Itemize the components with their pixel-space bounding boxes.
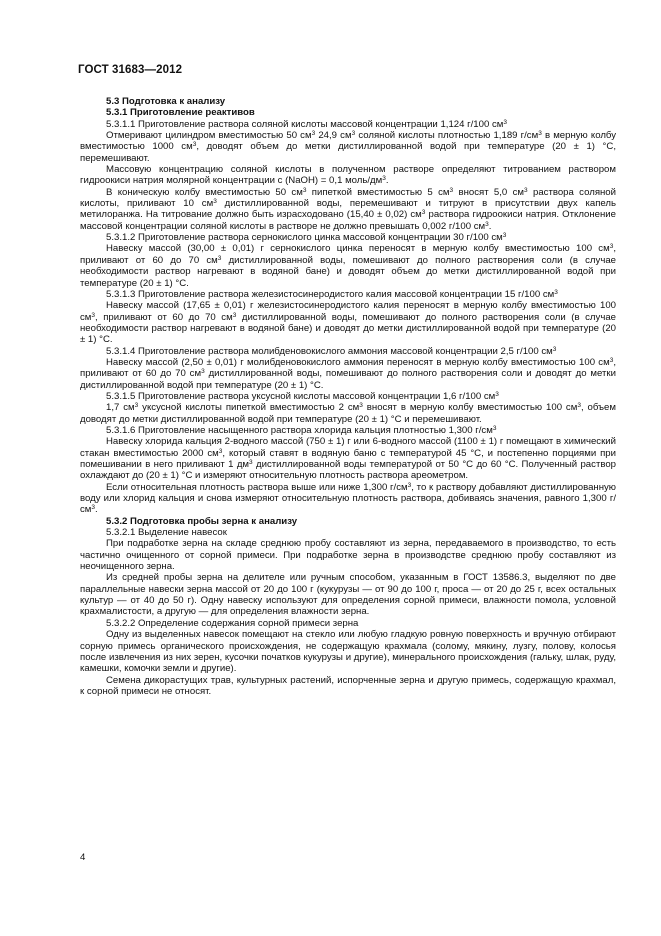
page-number: 4 bbox=[80, 852, 86, 863]
paragraph: Навеску массой (30,00 ± 0,01) г сернокислого цинка переносят в мерную колбу вместимостью 100 $см^3$, приливают от 60 до 70 $см^3$ дистиллированной воды, помешивают до полного растворения соли (в случае необходимости раствор нагревают в водяной бане) и доводят объем до метки дистиллированной водой при температуре (20 ± 1) °С. bbox=[80, 243, 616, 289]
paragraph: Если относительная плотность раствора выше или ниже 1,300 $г/см^3$, то к раствору добавляют дистиллированную воду или хлорид кальция и снова измеряют относительную плотность раствора, добиваясь значения, равного 1,300 $г/см^3$. bbox=[80, 481, 616, 516]
paragraph: Навеску массой (17,65 ± 0,01) г железистосинеродистого калия переносят в мерную колбу вместимостью 100 $см^3$, приливают от 60 до 70 $см^3$ дистиллированной воды, помешивают до полного растворения соли (в случае необходимости раствор нагревают в водяной бане) и доводят до метки дистиллированной водой при температуре (20 ± 1) °С. bbox=[80, 300, 616, 346]
paragraph: Отмеривают цилиндром вместимостью 50 $см^3$ 24,9 $см^3$ соляной кислоты плотностью 1,189 $г/см^3$ в мерную колбу вместимостью 1000 $см^3$, доводят объем до метки дистиллированной водой при температуре (20 ± 1) °С, перемешивают. bbox=[80, 130, 616, 164]
paragraph: Массовую концентрацию соляной кислоты в полученном растворе определяют титрованием раствором гидроокиси натрия молярной концентрации с (NaOH) = 0,1 моль/$дм^3$. bbox=[80, 164, 616, 187]
section-heading: 5.3.2 Подготовка пробы зерна к анализу bbox=[106, 515, 298, 527]
paragraph: 5.3.2.2 Определение содержания сорной примеси зерна bbox=[106, 617, 359, 629]
document-code-header: ГОСТ 31683—2012 bbox=[78, 64, 183, 76]
paragraph: Навеску хлорида кальция 2-водного массой (750 ± 1) г или 6-водного массой (1100 ± 1) г помещают в химический стакан вместимостью 2000 $см^3$, который ставят в водяную баню с температурой 45 °С, и постепенно порциями при помешивании в него приливают 1 $дм^3$ дистиллированной воды температурой от 50 °С до 60 °С. Полученный раствор охлаждают до (20 ± 1) °С и измеряют относительную плотность раствора ареометром. bbox=[80, 436, 616, 482]
section-heading: 5.3.1 Приготовление реактивов bbox=[106, 107, 255, 119]
section-heading: 5.3 Подготовка к анализу bbox=[106, 96, 226, 107]
paragraph: Одну из выделенных навесок помещают на стекло или любую гладкую ровную поверхность и вручную отбирают сорную примесь органического происхождения, не содержащую крахмала (солому, мякину, лузгу, полову, колосья после извлечения из них зерен, кусочки початков кукурузы и другие), минерального происхождения (гальку, шлак, руду, камешки, комочки земли и другие). bbox=[80, 629, 616, 675]
paragraph: 5.3.1.4 Приготовление раствора молибденовокислого аммония массовой концентрации 2,5 г/100 $см^3$ bbox=[106, 345, 557, 357]
paragraph: 5.3.1.3 Приготовление раствора железистосинеродистого калия массовой концентрации 15 г/100 $см^3$ bbox=[106, 288, 558, 300]
paragraph: 5.3.2.1 Выделение навесок bbox=[106, 527, 227, 539]
paragraph: Навеску массой (2,50 ± 0,01) г молибденовокислого аммония переносят в мерную колбу вместимостью 100 $см^3$, приливают от 60 до 70 $см^3$ дистиллированной воды, помешивают до полного растворения соли и доводят до метки дистиллированной водой при температуре (20 ± 1) °С. bbox=[80, 356, 616, 391]
paragraph: В коническую колбу вместимостью 50 $см^3$ пипеткой вместимостью 5 $см^3$ вносят 5,0 $см^3$ раствора соляной кислоты, приливают 10 $см^3$ дистиллированной воды, перемешивают и титруют в присутствии двух капель метилоранжа. На титрование должно быть израсходовано (15,40 ± 0,02) $см^3$ раствора гидроокиси натрия. Отклонение массовой концентрации соляной кислоты в растворе не должно превышать 0,002 г/100 $см^3$. bbox=[80, 186, 617, 232]
paragraph: Из средней пробы зерна на делителе или ручным способом, указанным в ГОСТ 13586.3, выделяют по две параллельные навески зерна массой от 20 до 100 г (кукурузы — от 90 до 100 г, проса — от 20 до 25 г, всех остальных культур — от 40 до 50 г). Одну навеску используют для определения сорной примеси, влажности помола, условной крахмалистости, а другую — для определения влажности зерна. bbox=[80, 572, 616, 618]
paragraph: 1,7 $см^3$ уксусной кислоты пипеткой вместимостью 2 $см^3$ вносят в мерную колбу вместимостью 100 $см^3$, объем доводят до метки дистиллированной водой при температуре (20 ± 1) °С и перемешивают. bbox=[80, 402, 616, 425]
document-body bbox=[80, 96, 616, 697]
paragraph: 5.3.1.1 Приготовление раствора соляной кислоты массовой концентрации 1,124 г/100 $см^3$ bbox=[106, 118, 507, 130]
paragraph: При подработке зерна на складе среднюю пробу составляют из зерна, передаваемого в производство, то есть частично очищенного от сорной примеси. При подработке зерна в производстве среднюю пробу составляют из неочищенного зерна. bbox=[80, 538, 616, 573]
paragraph: Семена дикорастущих трав, культурных растений, испорченные зерна и другую примесь, содержащую крахмал, к сорной примеси не относят. bbox=[80, 674, 616, 697]
paragraph: 5.3.1.5 Приготовление раствора уксусной кислоты массовой концентрации 1,6 г/100 $см^3$ bbox=[106, 390, 499, 402]
paragraph: 5.3.1.6 Приготовление насыщенного раствора хлорида кальция плотностью 1,300 $г/см^3$ bbox=[106, 424, 497, 436]
paragraph: 5.3.1.2 Приготовление раствора сернокислого цинка массовой концентрации 30 г/100 $см^3$ bbox=[106, 232, 507, 244]
